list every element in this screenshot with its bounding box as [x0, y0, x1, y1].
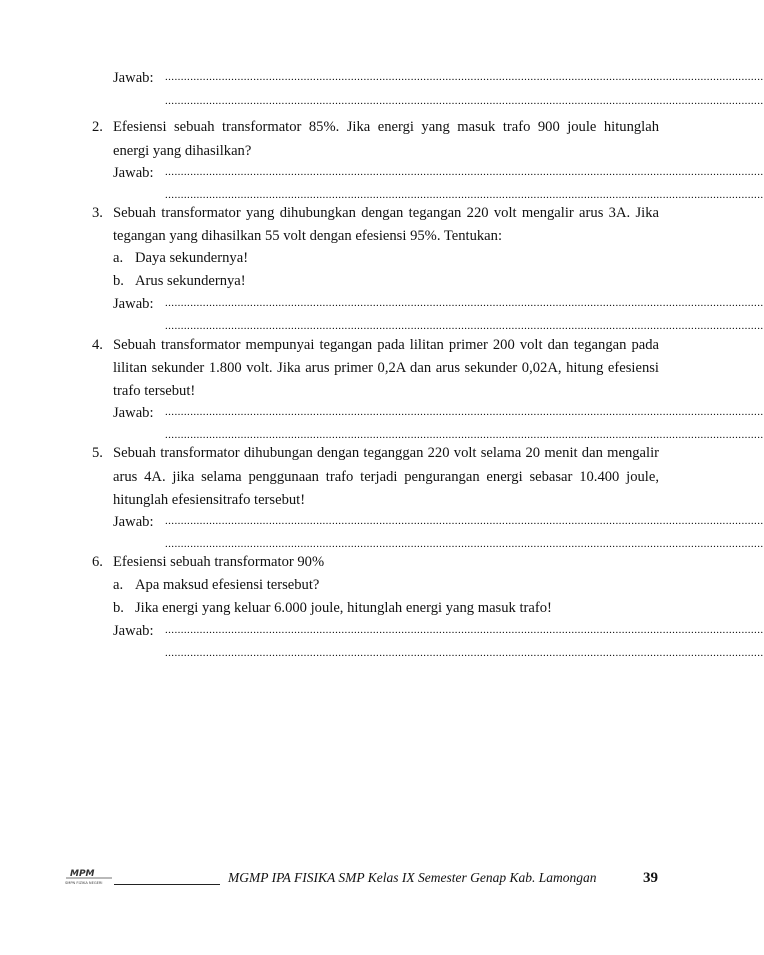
- answer-dotted-line: ..............................................................................................................................................................................................: [165, 647, 764, 659]
- answer-dotted-line: ..............................................................................................................................................................................................: [165, 95, 764, 107]
- question-number: 4.: [92, 337, 103, 353]
- question-text: lilitan sekunder 1.800 volt. Jika arus primer 0,2A dan arus sekunder 0,02A, hitung efesiensi: [113, 360, 659, 376]
- sub-item-text: Arus sekundernya!: [135, 273, 246, 289]
- question-text: Efesiensi sebuah transformator 85%. Jika energi yang masuk trafo 900 joule hitunglah: [113, 119, 659, 135]
- sub-item-label: b.: [113, 273, 124, 289]
- answer-dotted-line: ..............................................................................................................................................................................................: [165, 515, 764, 527]
- footer-text: MGMP IPA FISIKA SMP Kelas IX Semester Genap Kab. Lamongan: [228, 870, 597, 885]
- answer-dotted-line: ..............................................................................................................................................................................................: [165, 166, 764, 178]
- question-number: 5.: [92, 445, 103, 461]
- answer-label: Jawab:: [113, 165, 154, 181]
- question-text: tegangan yang dihasilkan 55 volt dengan efesiensi 95%. Tentukan:: [113, 228, 502, 244]
- answer-label: Jawab:: [113, 296, 154, 312]
- answer-dotted-line: ..............................................................................................................................................................................................: [165, 624, 764, 636]
- question-text: Sebuah transformator mempunyai tegangan pada lilitan primer 200 volt dan tegangan pada: [113, 337, 659, 353]
- question-text: Efesiensi sebuah transformator 90%: [113, 554, 325, 570]
- answer-dotted-line: ..............................................................................................................................................................................................: [165, 320, 764, 332]
- answer-dotted-line: ..............................................................................................................................................................................................: [165, 538, 764, 550]
- answer-label: Jawab:: [113, 405, 154, 421]
- answer-dotted-line: ..............................................................................................................................................................................................: [165, 406, 764, 418]
- question-number: 6.: [92, 554, 103, 570]
- question-text: trafo tersebut!: [113, 383, 196, 399]
- sub-item-label: a.: [113, 250, 124, 266]
- question-text: Sebuah transformator yang dihubungkan dengan tegangan 220 volt mengalir arus 3A. Jika: [113, 205, 659, 221]
- answer-dotted-line: ..............................................................................................................................................................................................: [165, 297, 764, 309]
- sub-item-text: Daya sekundernya!: [135, 250, 249, 266]
- mgmp-logo: [64, 866, 114, 886]
- answer-label: Jawab:: [113, 623, 154, 639]
- question-number: 3.: [92, 205, 103, 221]
- question-text: hitunglah efesiensitrafo tersebut!: [113, 492, 306, 508]
- logo-mark: MPM: [70, 869, 95, 879]
- footer-rule: [114, 884, 220, 885]
- sub-item-label: b.: [113, 600, 124, 616]
- question-text: Sebuah transformator dihubungan dengan teganggan 220 volt selama 20 menit dan mengalir: [113, 445, 659, 461]
- question-number: 2.: [92, 119, 103, 135]
- question-text: energi yang dihasilkan?: [113, 143, 252, 159]
- sub-item-label: a.: [113, 577, 124, 593]
- answer-label: Jawab:: [113, 70, 154, 86]
- sub-item-text: Apa maksud efesiensi tersebut?: [135, 577, 320, 593]
- question-text: arus 4A. jika selama penggunaan trafo terjadi pengurangan energi sebasar 10.400 joule,: [113, 469, 659, 485]
- answer-dotted-line: ..............................................................................................................................................................................................: [165, 429, 764, 441]
- answer-dotted-line: ..............................................................................................................................................................................................: [165, 189, 764, 201]
- answer-label: Jawab:: [113, 514, 154, 530]
- page-number: 39: [643, 870, 658, 886]
- logo-subtext: SMPN FIZIKA NEGERI: [65, 881, 103, 885]
- sub-item-text: Jika energi yang keluar 6.000 joule, hitunglah energi yang masuk trafo!: [135, 600, 552, 616]
- answer-dotted-line: ..............................................................................................................................................................................................: [165, 71, 764, 83]
